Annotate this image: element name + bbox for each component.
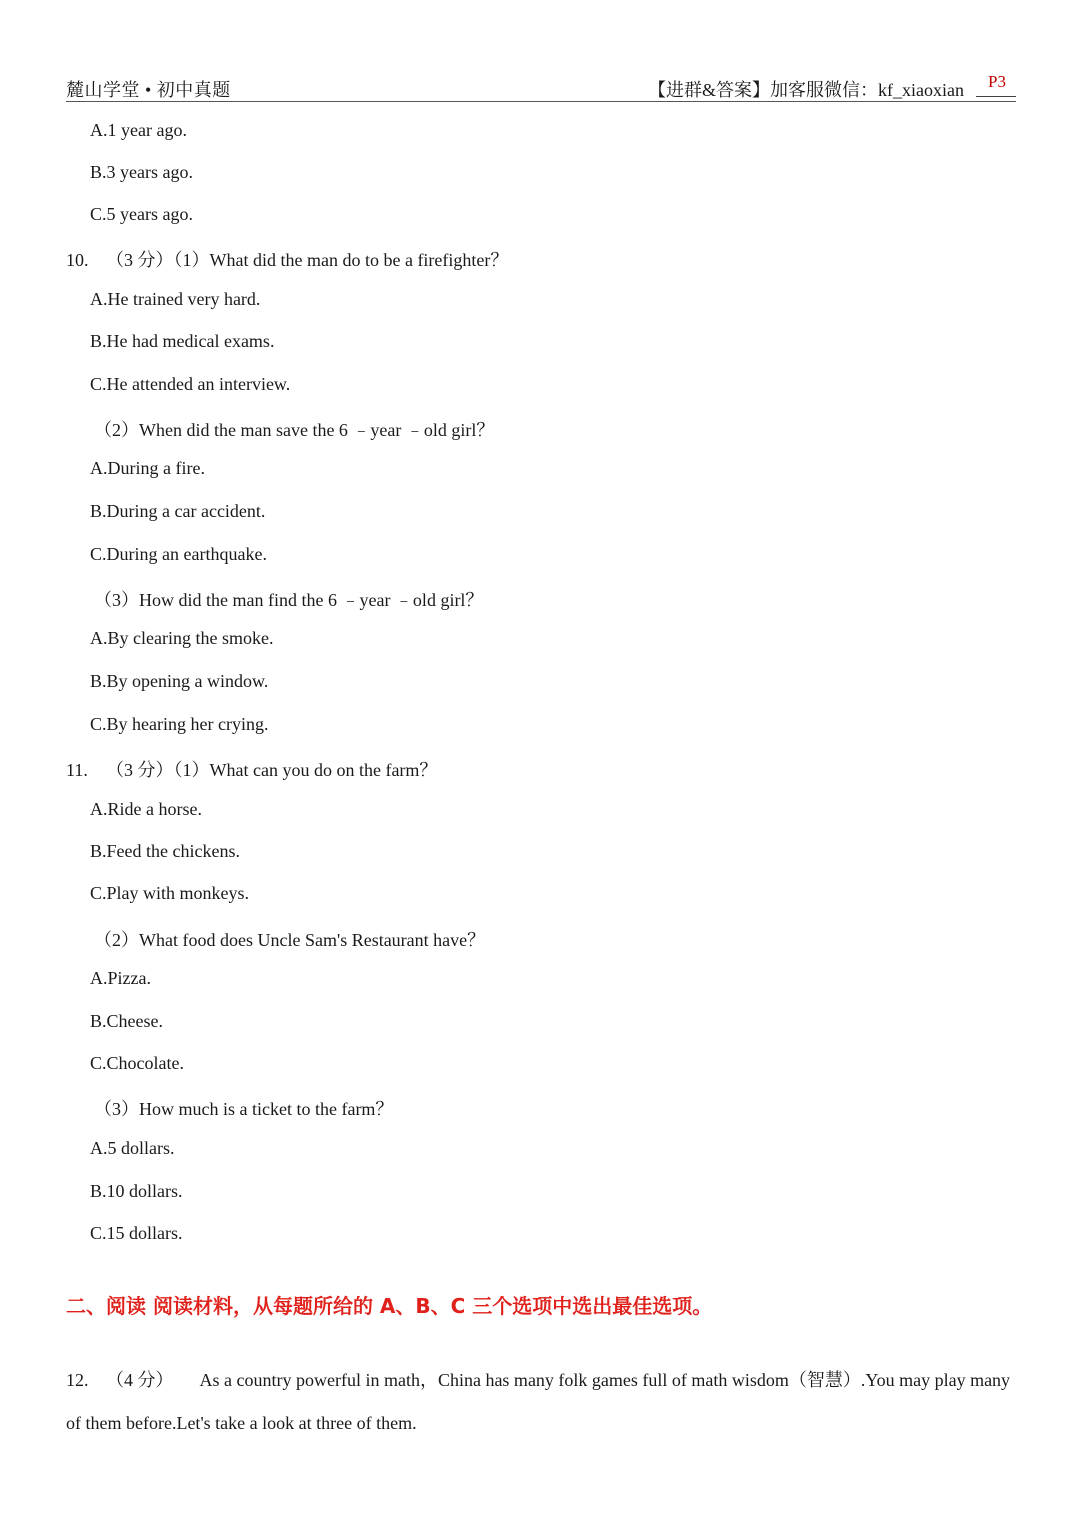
- q9-option-b: B.3 years ago.: [90, 162, 193, 182]
- q11-sub2-option-b: B.Cheese.: [90, 1011, 163, 1031]
- q12-number: 12.: [66, 1370, 89, 1390]
- q10-sub2-question: （2）When did the man save the 6 ﹣year ﹣old girl？: [94, 420, 495, 440]
- q10-sub3-option-a: A.By clearing the smoke.: [90, 628, 274, 648]
- q10-sub1-option-c: C.He attended an interview.: [90, 374, 291, 394]
- q10-sub3-option-b: B.By opening a window.: [90, 671, 269, 691]
- page-number-underline: [976, 96, 1016, 97]
- q11-sub3-option-b: B.10 dollars.: [90, 1181, 183, 1201]
- q11-sub1-option-b: B.Feed the chickens.: [90, 841, 240, 861]
- page-number: P3: [988, 72, 1006, 91]
- q11-sub3-question: （3）How much is a ticket to the farm？: [94, 1099, 394, 1119]
- page-header: [66, 72, 1016, 102]
- q11-number: 11.: [66, 760, 88, 780]
- q11-stem: [66, 756, 437, 782]
- q10-sub2-option-b: B.During a car accident.: [90, 501, 266, 521]
- q10-sub2-option-a: A.During a fire.: [90, 458, 205, 478]
- q11-sub2-option-c: C.Chocolate.: [90, 1053, 184, 1073]
- q11-sub3-option-c: C.15 dollars.: [90, 1223, 183, 1243]
- q11-sub1-question: （1）What can you do on the farm？: [173, 760, 438, 780]
- header-contact: 【进群&答案】加客服微信：kf_xiaoxian: [648, 80, 964, 100]
- q11-sub3-option-a: A.5 dollars.: [90, 1138, 175, 1158]
- q10-sub1-question: （1）What did the man do to be a firefighter？: [173, 250, 509, 270]
- q11-sub1-option-c: C.Play with monkeys.: [90, 883, 250, 903]
- q10-sub1-option-b: B.He had medical exams.: [90, 331, 275, 351]
- q10-number: 10.: [66, 250, 89, 270]
- q10-sub1-option-a: A.He trained very hard.: [90, 289, 261, 309]
- q12-text: As a country powerful in math，China has many folk games full of math wisdom（智慧）.You may play many of them before.Let's take a look at three of them.: [66, 1370, 1011, 1433]
- q11-sub1-option-a: A.Ride a horse.: [90, 799, 202, 819]
- q11-sub2-option-a: A.Pizza.: [90, 968, 151, 988]
- q10-stem: [66, 246, 508, 272]
- q9-option-c: C.5 years ago.: [90, 204, 193, 224]
- q10-points: （3 分）: [106, 250, 174, 270]
- section-heading-reading: 二、阅读 阅读材料，从每题所给的 A、B、C 三个选项中选出最佳选项。: [66, 1294, 713, 1318]
- q10-sub3-option-c: C.By hearing her crying.: [90, 714, 269, 734]
- q11-points: （3 分）: [106, 760, 174, 780]
- q10-sub2-option-c: C.During an earthquake.: [90, 544, 267, 564]
- q12-passage: [66, 1359, 1016, 1445]
- header-divider: [66, 101, 1016, 102]
- q12-points: （4 分）: [106, 1370, 174, 1390]
- q10-sub3-question: （3）How did the man find the 6 ﹣year ﹣old girl？: [94, 590, 484, 610]
- header-brand: 麓山学堂 • 初中真题: [66, 80, 231, 100]
- q11-sub2-question: （2）What food does Uncle Sam's Restaurant have？: [94, 930, 486, 950]
- q9-option-a: A.1 year ago.: [90, 120, 187, 140]
